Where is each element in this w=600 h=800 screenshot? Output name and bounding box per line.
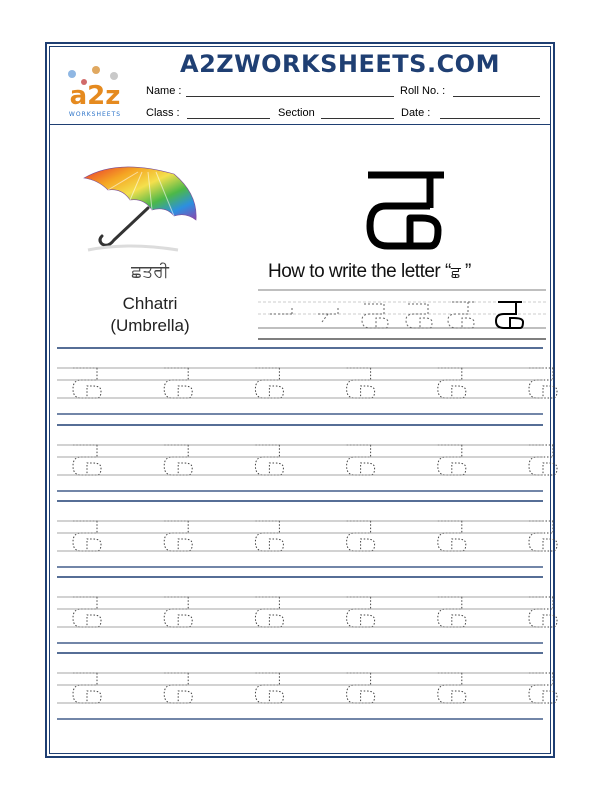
dotted-letter-trace[interactable] <box>529 597 557 627</box>
dotted-letter-trace[interactable] <box>73 673 101 703</box>
dotted-letter-trace[interactable] <box>347 673 375 703</box>
section-label: Section <box>278 107 315 119</box>
dotted-letter-trace[interactable] <box>73 521 101 551</box>
dotted-letter-trace[interactable] <box>255 597 283 627</box>
logo-subtext: WORKSHEETS <box>68 111 122 118</box>
class-label: Class : <box>146 107 180 119</box>
dotted-letter-trace[interactable] <box>438 521 466 551</box>
tracing-row[interactable] <box>73 597 557 627</box>
dotted-letter-trace[interactable] <box>255 445 283 475</box>
dotted-letter-trace[interactable] <box>529 445 557 475</box>
roll-label: Roll No. : <box>400 85 446 97</box>
dotted-letter-trace[interactable] <box>438 673 466 703</box>
dotted-letter-trace[interactable] <box>529 521 557 551</box>
howto-suffix: ” <box>460 261 471 282</box>
tracing-row[interactable] <box>73 521 557 551</box>
word-meaning: (Umbrella) <box>110 316 190 335</box>
dotted-letter-trace[interactable] <box>73 445 101 475</box>
dotted-letter-trace[interactable] <box>347 368 375 398</box>
dotted-letter-trace[interactable] <box>347 521 375 551</box>
dotted-letter-trace[interactable] <box>255 673 283 703</box>
dotted-letter-trace[interactable] <box>164 597 192 627</box>
howto-letter: ਛ <box>450 263 461 281</box>
dotted-letter-trace[interactable] <box>347 597 375 627</box>
site-title: A2ZWORKSHEETS.COM <box>180 50 500 78</box>
dotted-letter-trace[interactable] <box>255 521 283 551</box>
date-label: Date : <box>401 107 431 119</box>
dotted-letter-trace[interactable] <box>255 368 283 398</box>
dotted-letter-trace[interactable] <box>438 368 466 398</box>
dotted-letter-trace[interactable] <box>164 445 192 475</box>
name-label: Name : <box>146 85 182 97</box>
dotted-letter-trace[interactable] <box>529 368 557 398</box>
tracing-row[interactable] <box>73 368 557 398</box>
logo-mark: a2z <box>69 81 121 111</box>
word-punjabi: ਛਤਰੀ <box>131 262 169 282</box>
dotted-letter-trace[interactable] <box>164 368 192 398</box>
dotted-letter-trace[interactable] <box>438 597 466 627</box>
tracing-row[interactable] <box>73 673 557 703</box>
dotted-letter-trace[interactable] <box>73 597 101 627</box>
dotted-letter-trace[interactable] <box>347 445 375 475</box>
dotted-letter-trace[interactable] <box>73 368 101 398</box>
tracing-row[interactable] <box>73 445 557 475</box>
dotted-letter-trace[interactable] <box>529 673 557 703</box>
dotted-letter-trace[interactable] <box>164 521 192 551</box>
howto-prefix: How to write the letter “ <box>268 261 451 282</box>
dotted-letter-trace[interactable] <box>164 673 192 703</box>
dotted-letter-trace[interactable] <box>438 445 466 475</box>
word-romanized: Chhatri <box>122 294 178 313</box>
